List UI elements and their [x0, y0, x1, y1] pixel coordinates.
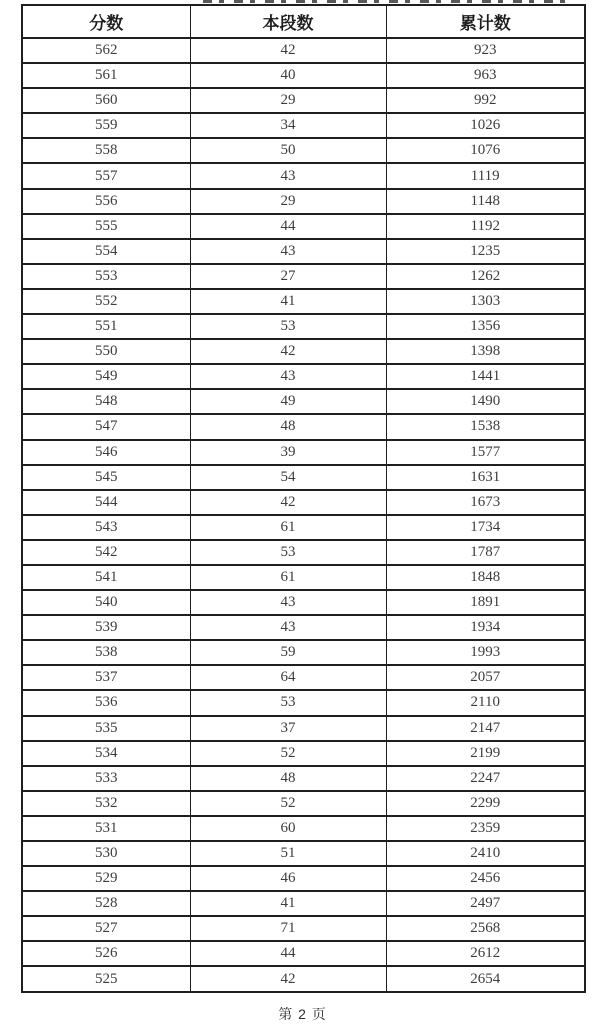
table-cell: 2359: [386, 816, 585, 841]
table-cell: 556: [22, 189, 190, 214]
table-cell: 533: [22, 766, 190, 791]
table-row: [22, 63, 585, 88]
table-cell: 992: [386, 88, 585, 113]
table-cell: 1734: [386, 515, 585, 540]
table-cell: 53: [190, 314, 386, 339]
table-cell: 41: [190, 891, 386, 916]
table-cell: 2456: [386, 866, 585, 891]
table-cell: 1076: [386, 138, 585, 163]
table-header-row: [22, 5, 585, 38]
table-row: [22, 766, 585, 791]
table-cell: 1891: [386, 590, 585, 615]
table-cell: 42: [190, 339, 386, 364]
table-cell: 557: [22, 163, 190, 188]
table-cell: 1577: [386, 440, 585, 465]
table-row: [22, 364, 585, 389]
table-row: [22, 640, 585, 665]
table-cell: 539: [22, 615, 190, 640]
table-cell: 64: [190, 665, 386, 690]
table-cell: 528: [22, 891, 190, 916]
table-row: [22, 138, 585, 163]
table-cell: 549: [22, 364, 190, 389]
table-cell: 1848: [386, 565, 585, 590]
table-row: [22, 665, 585, 690]
table-row: [22, 866, 585, 891]
table-row: [22, 690, 585, 715]
table-cell: 2110: [386, 690, 585, 715]
table-cell: 51: [190, 841, 386, 866]
table-row: [22, 590, 585, 615]
table-cell: 532: [22, 791, 190, 816]
table-cell: 59: [190, 640, 386, 665]
table-cell: 52: [190, 741, 386, 766]
table-cell: 531: [22, 816, 190, 841]
table-cell: 1356: [386, 314, 585, 339]
table-cell: 527: [22, 916, 190, 941]
table-cell: 1934: [386, 615, 585, 640]
table-cell: 541: [22, 565, 190, 590]
table-row: [22, 465, 585, 490]
table-cell: 1235: [386, 239, 585, 264]
table-cell: 48: [190, 414, 386, 439]
table-cell: 1119: [386, 163, 585, 188]
table-cell: 61: [190, 565, 386, 590]
table-cell: 2147: [386, 716, 585, 741]
table-cell: 538: [22, 640, 190, 665]
table-row: [22, 239, 585, 264]
table-row: [22, 88, 585, 113]
table-cell: 542: [22, 540, 190, 565]
table-row: [22, 163, 585, 188]
table-cell: 53: [190, 540, 386, 565]
table-cell: 546: [22, 440, 190, 465]
table-cell: 27: [190, 264, 386, 289]
table-cell: 534: [22, 741, 190, 766]
table-cell: 554: [22, 239, 190, 264]
table-cell: 29: [190, 189, 386, 214]
table-cell: 540: [22, 590, 190, 615]
table-cell: 537: [22, 665, 190, 690]
table-cell: 1026: [386, 113, 585, 138]
table-row: [22, 314, 585, 339]
table-cell: 543: [22, 515, 190, 540]
table-row: [22, 264, 585, 289]
table-cell: 2299: [386, 791, 585, 816]
table-cell: 44: [190, 941, 386, 966]
table-cell: 49: [190, 389, 386, 414]
table-cell: 1303: [386, 289, 585, 314]
table-cell: 60: [190, 816, 386, 841]
column-header-segment-count: 本段数: [190, 5, 386, 38]
table-cell: 46: [190, 866, 386, 891]
table-row: [22, 891, 585, 916]
table-cell: 1262: [386, 264, 585, 289]
table-cell: 550: [22, 339, 190, 364]
table-row: [22, 540, 585, 565]
table-row: [22, 916, 585, 941]
table-cell: 551: [22, 314, 190, 339]
table-cell: 71: [190, 916, 386, 941]
table-cell: 2497: [386, 891, 585, 916]
table-cell: 53: [190, 690, 386, 715]
score-distribution-table: [21, 4, 586, 993]
table-cell: 43: [190, 590, 386, 615]
table-cell: 34: [190, 113, 386, 138]
table-row: [22, 414, 585, 439]
clipped-title-fragment: [203, 0, 565, 3]
table-cell: 2057: [386, 665, 585, 690]
table-cell: 2568: [386, 916, 585, 941]
table-cell: 553: [22, 264, 190, 289]
table-row: [22, 214, 585, 239]
table-cell: 535: [22, 716, 190, 741]
table-cell: 2199: [386, 741, 585, 766]
table-cell: 561: [22, 63, 190, 88]
page-number-footer: 第 2 页: [278, 1006, 327, 1022]
table-cell: 43: [190, 364, 386, 389]
table-row: [22, 515, 585, 540]
table-row: [22, 716, 585, 741]
table-row: [22, 289, 585, 314]
table-cell: 544: [22, 490, 190, 515]
table-cell: 529: [22, 866, 190, 891]
table-cell: 2654: [386, 966, 585, 991]
table-cell: 1490: [386, 389, 585, 414]
table-cell: 61: [190, 515, 386, 540]
table-cell: 1192: [386, 214, 585, 239]
table-body: [22, 38, 585, 992]
table-row: [22, 113, 585, 138]
table-cell: 41: [190, 289, 386, 314]
table-cell: 2247: [386, 766, 585, 791]
table-cell: 52: [190, 791, 386, 816]
table-cell: 43: [190, 239, 386, 264]
table-cell: 1398: [386, 339, 585, 364]
table-row: [22, 966, 585, 991]
table-cell: 40: [190, 63, 386, 88]
table-cell: 1631: [386, 465, 585, 490]
table-cell: 526: [22, 941, 190, 966]
table-cell: 559: [22, 113, 190, 138]
table-cell: 50: [190, 138, 386, 163]
table-row: [22, 440, 585, 465]
table-cell: 963: [386, 63, 585, 88]
table-cell: 560: [22, 88, 190, 113]
table-cell: 42: [190, 966, 386, 991]
table-row: [22, 791, 585, 816]
table-cell: 42: [190, 38, 386, 63]
table-row: [22, 816, 585, 841]
table-cell: 530: [22, 841, 190, 866]
table-cell: 43: [190, 163, 386, 188]
table-cell: 44: [190, 214, 386, 239]
table-row: [22, 189, 585, 214]
table-row: [22, 841, 585, 866]
table-cell: 29: [190, 88, 386, 113]
table-cell: 1787: [386, 540, 585, 565]
table-cell: 558: [22, 138, 190, 163]
table-cell: 1441: [386, 364, 585, 389]
table-cell: 552: [22, 289, 190, 314]
table-row: [22, 565, 585, 590]
table-cell: 1673: [386, 490, 585, 515]
table-cell: 562: [22, 38, 190, 63]
table-cell: 2612: [386, 941, 585, 966]
table-cell: 536: [22, 690, 190, 715]
table-row: [22, 490, 585, 515]
table-cell: 43: [190, 615, 386, 640]
table-row: [22, 941, 585, 966]
table-cell: 525: [22, 966, 190, 991]
table-cell: 545: [22, 465, 190, 490]
table-cell: 1538: [386, 414, 585, 439]
table-cell: 54: [190, 465, 386, 490]
table-row: [22, 339, 585, 364]
table-cell: 547: [22, 414, 190, 439]
table-row: [22, 389, 585, 414]
table-cell: 923: [386, 38, 585, 63]
table-cell: 555: [22, 214, 190, 239]
table-row: [22, 615, 585, 640]
table-row: [22, 38, 585, 63]
column-header-score: 分数: [22, 5, 190, 38]
table-cell: 48: [190, 766, 386, 791]
column-header-cumulative-count: 累计数: [386, 5, 585, 38]
table-cell: 39: [190, 440, 386, 465]
table-cell: 1148: [386, 189, 585, 214]
table-cell: 42: [190, 490, 386, 515]
table-row: [22, 741, 585, 766]
table-cell: 2410: [386, 841, 585, 866]
table-cell: 1993: [386, 640, 585, 665]
table-cell: 37: [190, 716, 386, 741]
table-cell: 548: [22, 389, 190, 414]
